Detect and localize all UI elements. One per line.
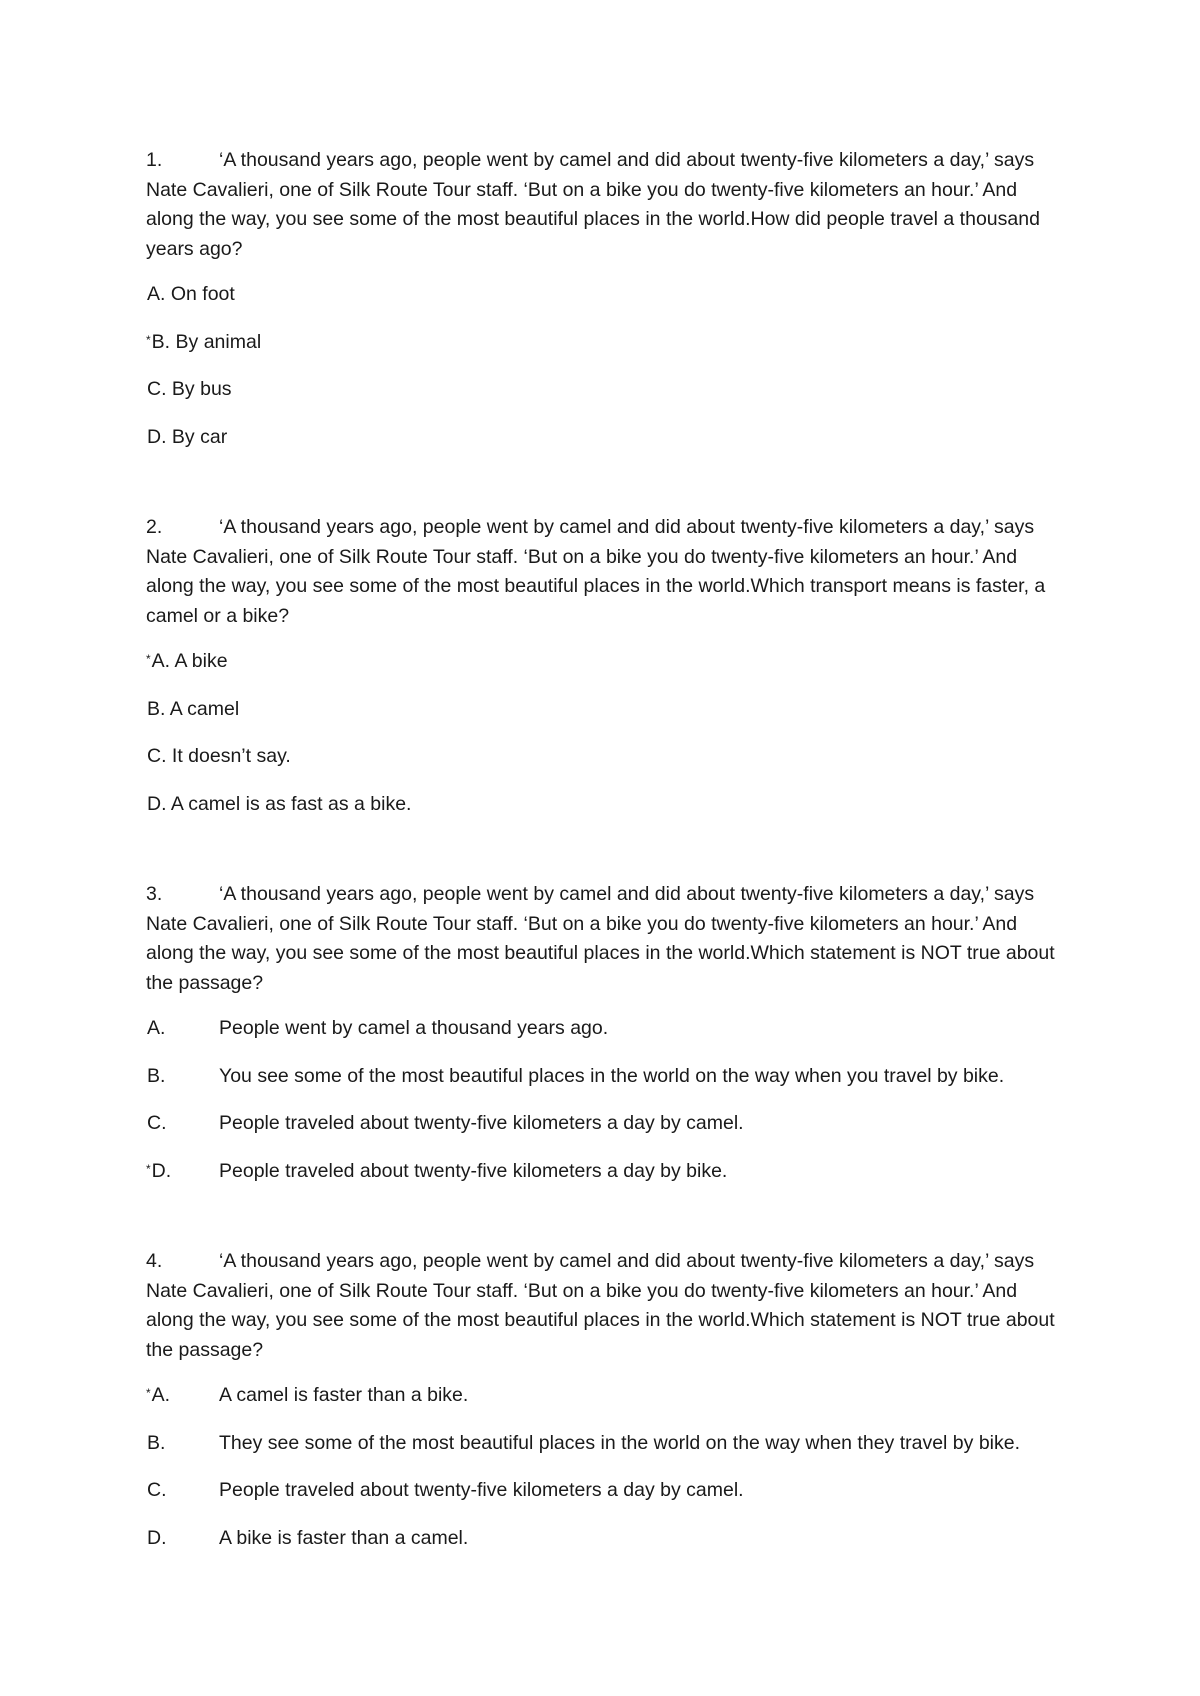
option-d (146, 788, 1066, 820)
question-stem (146, 146, 1066, 264)
document-page (146, 146, 1066, 1614)
option-a (146, 1379, 1066, 1411)
option-letter: C. (147, 1112, 167, 1134)
answer-mark: * (146, 1386, 151, 1400)
option-text: It doesn’t say. (171, 745, 291, 767)
option-text: On foot (170, 283, 235, 305)
option-text: A camel is as fast as a bike. (170, 792, 412, 815)
option-text: A camel is faster than a bike. (219, 1384, 469, 1406)
option-letter: B. (147, 697, 166, 720)
option-text: A camel (169, 697, 240, 720)
option-text: You see some of the most beautiful places in the world on the way when you travel by bike. (219, 1064, 1005, 1087)
option-d (146, 1522, 1066, 1554)
option-text: People went by camel a thousand years ago. (219, 1017, 609, 1039)
option-letter: B. (147, 1064, 166, 1087)
option-d (146, 1155, 1066, 1187)
option-b (146, 1427, 1066, 1459)
question-number: 4. (146, 1250, 163, 1272)
question-number: 3. (146, 883, 163, 905)
option-b (146, 693, 1066, 725)
option-letter: C. (147, 1479, 167, 1501)
question-passage: ‘A thousand years ago, people went by camel and did about twenty-five kilometers a day,’ says Nate Cavalieri, one of Silk Route Tour staff. ‘But on a bike you do twenty-five kilometers an hour.’ And along the way, you see some of the most beautiful places in the world.Which statement is NOT true about the passage? (146, 883, 1055, 994)
option-c (146, 373, 1066, 405)
option-letter: C. (147, 745, 167, 767)
option-text: A bike (174, 650, 228, 672)
answer-mark: * (146, 1161, 151, 1176)
option-text: People traveled about twenty-five kilometers a day by bike. (219, 1159, 728, 1182)
question-number: 2. (146, 516, 163, 538)
option-text: People traveled about twenty-five kilometers a day by camel. (219, 1112, 744, 1134)
question-4 (146, 1247, 1066, 1553)
option-a (146, 645, 1066, 677)
option-text: By animal (175, 330, 262, 353)
option-letter: *D. (146, 1159, 172, 1182)
question-passage: ‘A thousand years ago, people went by camel and did about twenty-five kilometers a day,’ says Nate Cavalieri, one of Silk Route Tour staff. ‘But on a bike you do twenty-five kilometers an hour.’ And along the way, you see some of the most beautiful places in the world.How did people travel a thousand years ago? (146, 149, 1040, 260)
question-stem (146, 880, 1066, 998)
option-letter: C. (147, 378, 167, 400)
option-b (146, 1060, 1066, 1092)
question-3 (146, 880, 1066, 1186)
option-letter: D. (147, 1526, 167, 1549)
question-passage: ‘A thousand years ago, people went by camel and did about twenty-five kilometers a day,’ says Nate Cavalieri, one of Silk Route Tour staff. ‘But on a bike you do twenty-five kilometers an hour.’ And along the way, you see some of the most beautiful places in the world.Which statement is NOT true about the passage? (146, 1250, 1055, 1361)
question-number: 1. (146, 149, 163, 171)
question-1 (146, 146, 1066, 452)
option-letter: A. (151, 650, 171, 672)
answer-mark: * (146, 652, 151, 666)
option-c (146, 740, 1066, 772)
option-text: A bike is faster than a camel. (219, 1526, 469, 1549)
option-d (146, 421, 1066, 453)
answer-mark: * (146, 332, 151, 347)
option-letter: *A. (146, 1384, 171, 1406)
question-2 (146, 513, 1066, 819)
question-passage: ‘A thousand years ago, people went by camel and did about twenty-five kilometers a day,’ says Nate Cavalieri, one of Silk Route Tour staff. ‘But on a bike you do twenty-five kilometers an hour.’ And along the way, you see some of the most beautiful places in the world.Which transport means is faster, a camel or a bike? (146, 516, 1046, 627)
option-c (146, 1107, 1066, 1139)
option-letter: A. (147, 283, 166, 305)
option-letter: B. (151, 330, 171, 353)
option-letter: D. (147, 792, 167, 815)
option-a (146, 1012, 1066, 1044)
option-letter: D. (147, 425, 167, 448)
option-c (146, 1474, 1066, 1506)
option-a (146, 278, 1066, 310)
option-text: By bus (171, 378, 232, 400)
option-letter: A. (147, 1017, 166, 1039)
option-letter: B. (147, 1431, 166, 1454)
option-b (146, 326, 1066, 358)
option-text: People traveled about twenty-five kilometers a day by camel. (219, 1479, 744, 1501)
option-text: By car (171, 425, 228, 448)
question-stem (146, 1247, 1066, 1365)
question-stem (146, 513, 1066, 631)
option-text: They see some of the most beautiful places in the world on the way when they travel by bike. (219, 1431, 1021, 1454)
